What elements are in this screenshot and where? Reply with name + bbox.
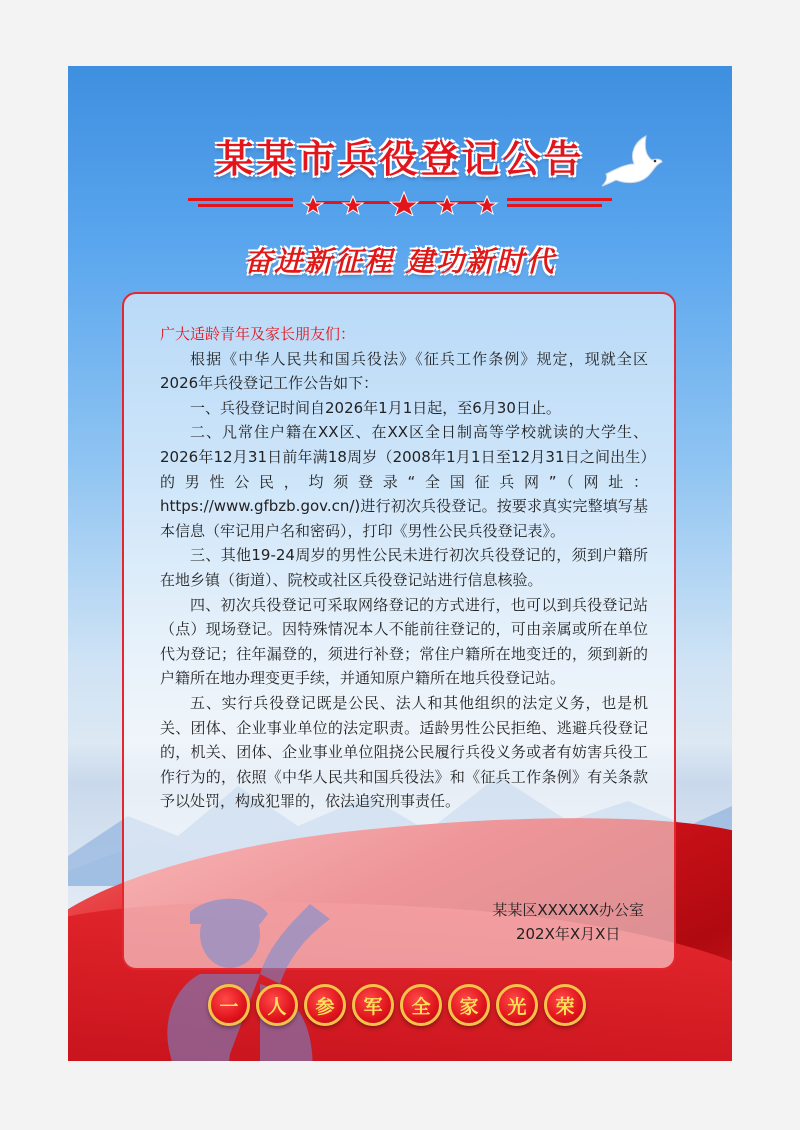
slogan-char: 全 (400, 984, 442, 1026)
announcement-card (122, 292, 676, 970)
star-icon (437, 196, 457, 214)
star-icon (477, 196, 497, 214)
star-icon (303, 196, 323, 214)
slogan-char: 荣 (544, 984, 586, 1026)
greeting: 广大适龄青年及家长朋友们： (160, 325, 356, 343)
paragraph: 三、其他19-24周岁的男性公民未进行初次兵役登记的，须到户籍所在地乡镇（街道）、院校或社区兵役登记站进行信息核验。 (160, 546, 648, 589)
slogan-char: 参 (304, 984, 346, 1026)
poster (68, 66, 732, 1061)
slogan-char: 军 (352, 984, 394, 1026)
slogan-char: 一 (208, 984, 250, 1026)
slogan-char: 光 (496, 984, 538, 1026)
title-divider (188, 190, 612, 216)
star-icon (343, 196, 363, 214)
slogan-char: 家 (448, 984, 490, 1026)
paragraph: 二、凡常住户籍在XX区、在XX区全日制高等学校就读的大学生、2026年12月31日前年满18周岁（2008年1月1日至12月31日之间出生）的男性公民，均须登录“全国征兵网”（网址：https://www.gfbzb.gov.cn/)进行初次兵役登记。按要求真实完整填写基本信息（牢记用户名和密码），打印《男性公民兵役登记表》。 (160, 423, 648, 540)
paragraph: 一、兵役登记时间自2026年1月1日起，至6月30日止。 (190, 398, 561, 417)
star-icon (390, 192, 418, 216)
paragraph: 五、实行兵役登记既是公民、法人和其他组织的法定义务，也是机关、团体、企业事业单位的法定职责。适龄男性公民拒绝、逃避兵役登记的，机关、团体、企业事业单位阻挠公民履行兵役义务或者有妨害兵役工作行为的，依照《中华人民共和国兵役法》和《征兵工作条例》有关条款予以处罚，构成犯罪的，依法追究刑事责任。 (160, 693, 648, 811)
paragraph: 四、初次兵役登记可采取网络登记的方式进行，也可以到兵役登记站（点）现场登记。因特殊情况本人不能前往登记的，可由亲属或所在单位代为登记；往年漏登的，须进行补登；常住户籍所在地变迁的，须到新的户籍所在地办理变更手续，并通知原户籍所在地兵役登记站。 (160, 595, 648, 688)
paragraph: 根据《中华人民共和国兵役法》《征兵工作条例》规定，现就全区2026年兵役登记工作公告如下： (160, 349, 648, 393)
signature-office: 某某区XXXXXX办公室 (492, 901, 644, 919)
signature-block (492, 898, 644, 946)
announcement-body (160, 322, 648, 814)
slogan-char: 人 (256, 984, 298, 1026)
bottom-slogan (208, 984, 586, 1026)
slogan: 奋进新征程 建功新时代 (244, 245, 556, 278)
soldier-silhouette (160, 894, 380, 1061)
page-title: 某某市兵役登记公告 (215, 137, 585, 181)
signature-date: 202X年X月X日 (515, 925, 621, 943)
